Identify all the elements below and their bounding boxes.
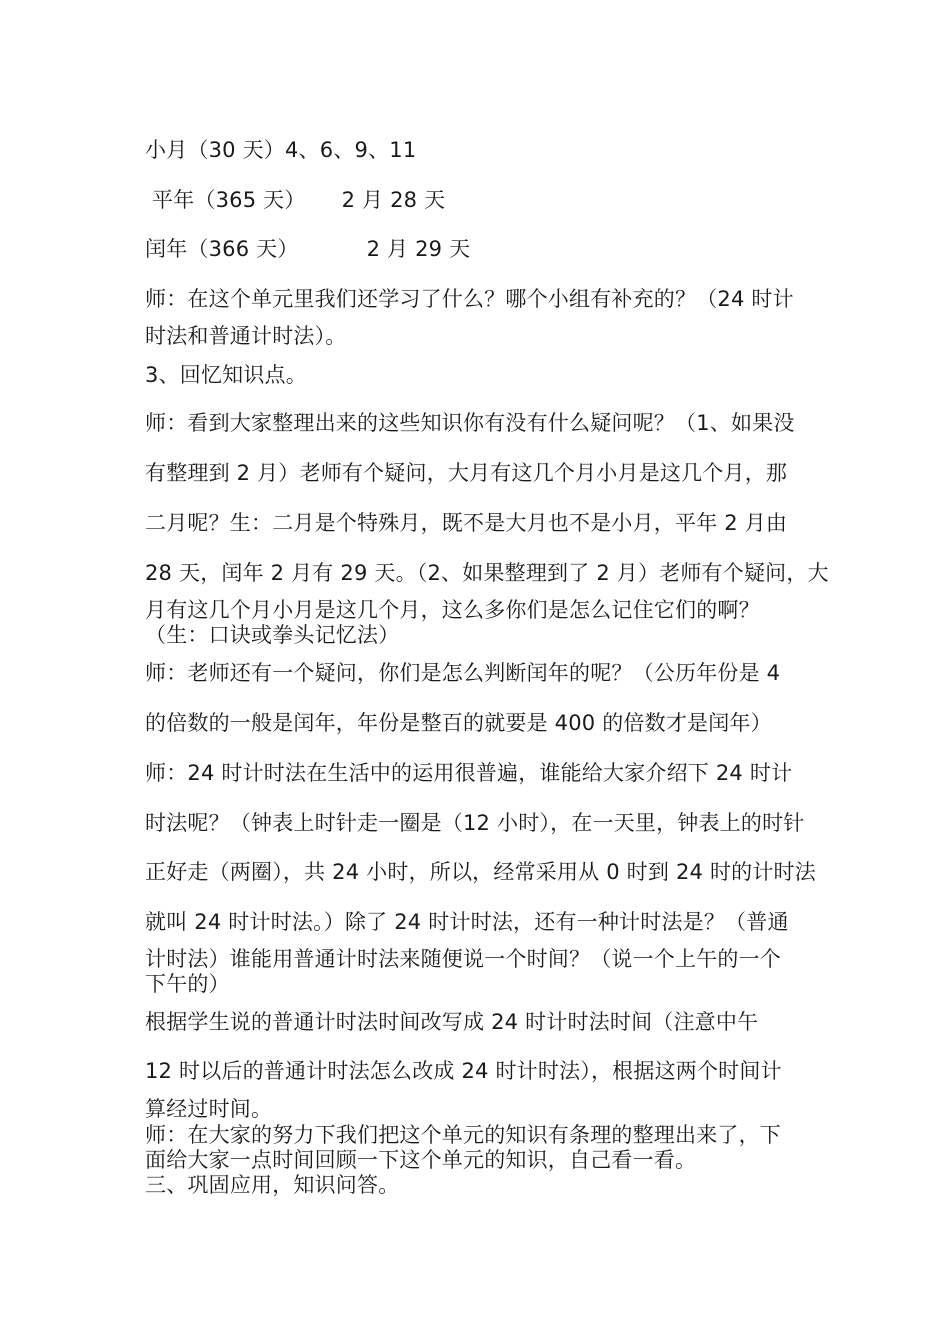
text-line: 时法和普通计时法）。: [145, 324, 347, 348]
text-line: 月有这几个月小月是这几个月，这么多你们是怎么记住它们的啊？: [145, 598, 760, 622]
text-line: 计时法）谁能用普通计时法来随便说一个时间？（说一个上午的一个: [145, 947, 781, 971]
text-line-small-months: 小月（30 天）4、6、9、11: [145, 138, 417, 162]
text-line: 师：在大家的努力下我们把这个单元的知识有条理的整理出来了，下: [145, 1123, 781, 1147]
text-line: 面给大家一点时间回顾一下这个单元的知识，自己看一看。: [145, 1148, 697, 1172]
text-line: 下午的）: [145, 972, 230, 996]
leap-year-feb-days: 2 月 29 天: [366, 237, 471, 261]
text-line: 算经过时间。: [145, 1097, 273, 1121]
text-line: 二月呢？生：二月是个特殊月，既不是大月也不是小月，平年 2 月由: [145, 511, 788, 535]
text-line: 有整理到 2 月）老师有个疑问，大月有这几个月小月是这几个月，那: [145, 461, 788, 485]
text-line: 正好走（两圈），共 24 小时，所以，经常采用从 0 时到 24 时的计时法: [145, 860, 816, 884]
text-line: 就叫 24 时计时法。）除了 24 时计时法，还有一种计时法是？（普通: [145, 910, 789, 934]
text-line: 根据学生说的普通计时法时间改写成 24 时计时法时间（注意中午: [145, 1010, 759, 1034]
text-line: 3、回忆知识点。: [145, 363, 307, 387]
leap-year-label: 闰年（366 天）: [145, 237, 299, 261]
text-line: 12 时以后的普通计时法怎么改成 24 时计时法），根据这两个时间计: [145, 1059, 782, 1083]
text-line: 师：老师还有一个疑问，你们是怎么判断闰年的呢？（公历年份是 4: [145, 661, 781, 685]
text-line-common-year: [152, 187, 822, 213]
section-heading: 三、巩固应用，知识问答。: [145, 1173, 400, 1197]
text-line: 28 天，闰年 2 月有 29 天。（2、如果整理到了 2 月）老师有个疑问，大: [145, 561, 829, 585]
text-line: 时法呢？（钟表上时针走一圈是（12 小时），在一天里，钟表上的时针: [145, 811, 805, 835]
common-year-label: 平年（365 天）: [152, 188, 306, 212]
text-line: 师：在这个单元里我们还学习了什么？哪个小组有补充的？（24 时计: [145, 287, 794, 311]
text-line: 师：24 时计时法在生活中的运用很普遍，谁能给大家介绍下 24 时计: [145, 761, 793, 785]
text-line: （生：口诀或拳头记忆法）: [145, 623, 400, 647]
common-year-feb-days: 2 月 28 天: [341, 188, 446, 212]
text-line: 的倍数的一般是闰年，年份是整百的就要是 400 的倍数才是闰年）: [145, 711, 772, 735]
text-line: 师：看到大家整理出来的这些知识你有没有什么疑问呢？（1、如果没: [145, 411, 795, 435]
text-line-leap-year: [145, 236, 815, 262]
